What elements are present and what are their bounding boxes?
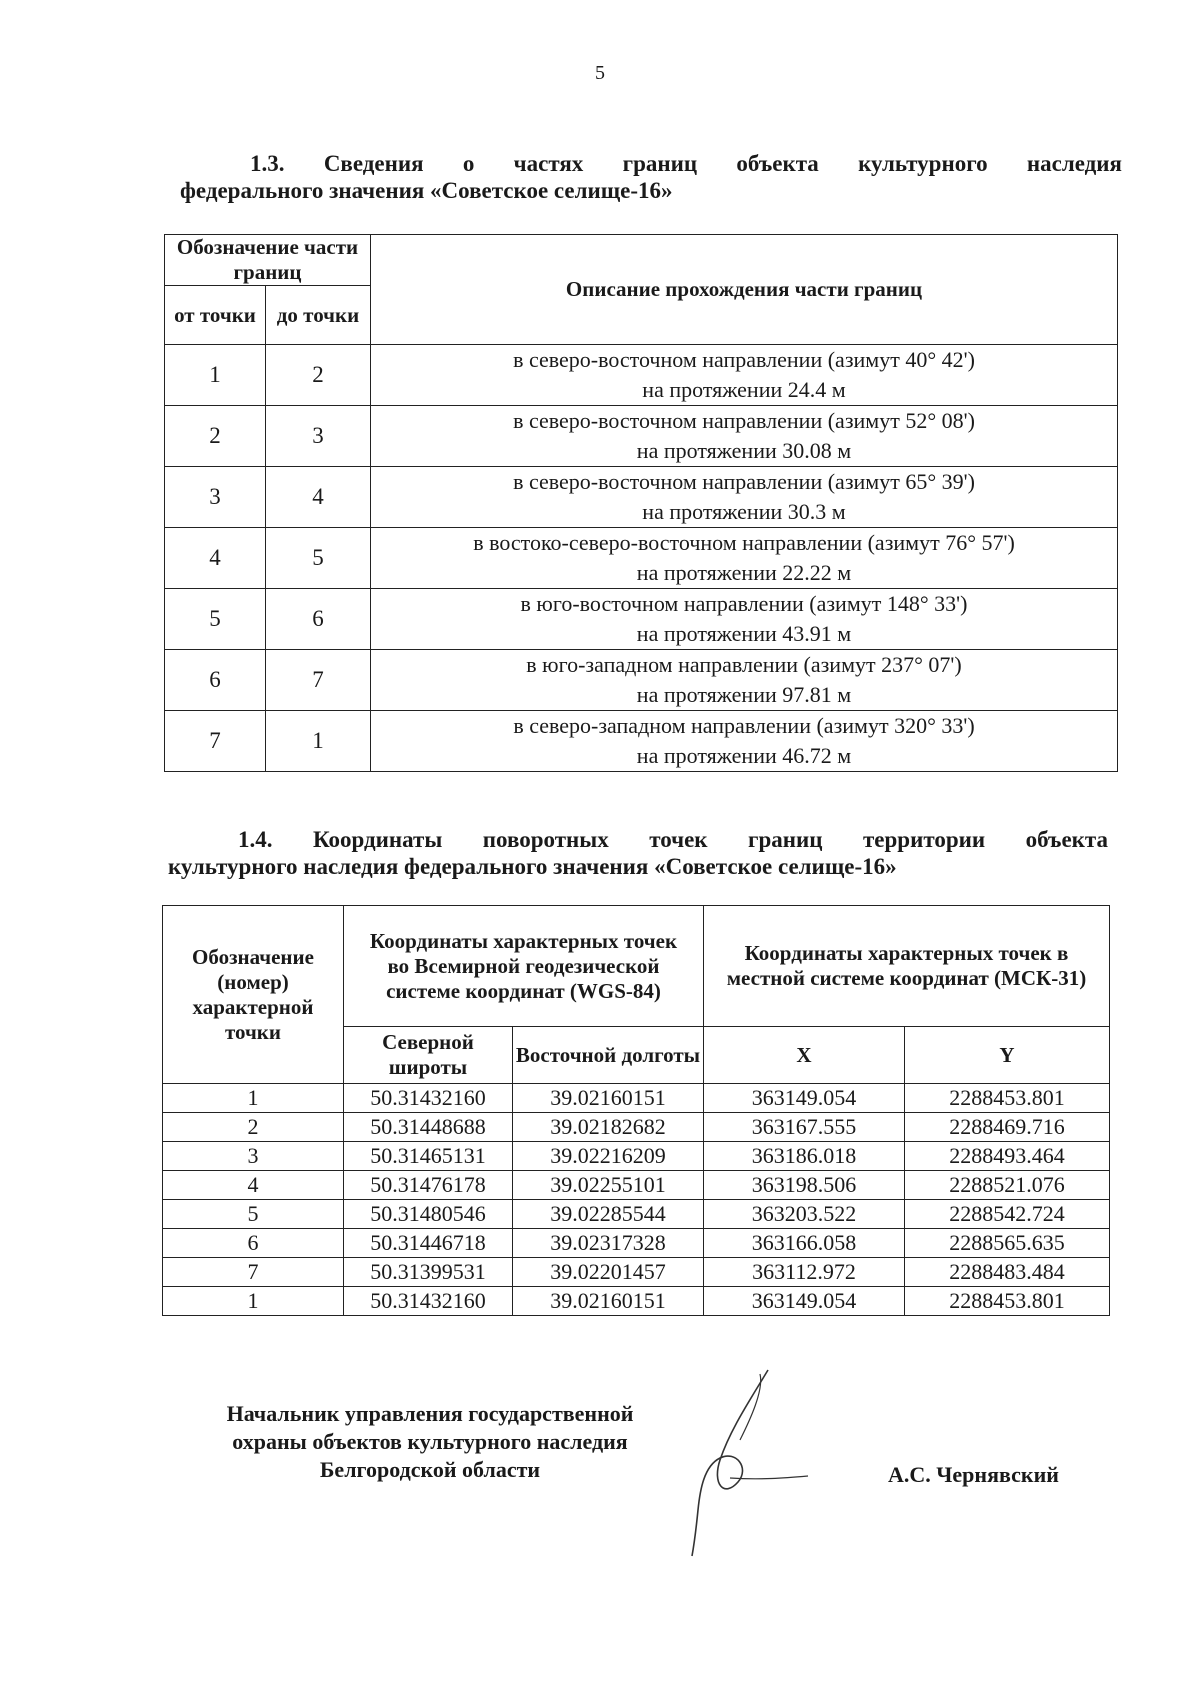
header-wgs: Координаты характерных точек во Всемирной геодезической системе координат (WGS-84): [344, 906, 704, 1027]
from-point: 4: [165, 528, 266, 589]
table-row: [165, 528, 1118, 589]
point-number: 6: [163, 1229, 344, 1258]
coord-y: 2288453.801: [905, 1084, 1110, 1113]
handwritten-signature: [690, 1360, 810, 1560]
table-row: [163, 1171, 1110, 1200]
header-description: Описание прохождения части границ: [371, 235, 1118, 345]
part-direction: в северо-восточном направлении (азимут 52° 08'): [513, 408, 975, 433]
latitude: 50.31399531: [344, 1258, 513, 1287]
latitude: 50.31448688: [344, 1113, 513, 1142]
table-row: [165, 711, 1118, 772]
coord-y: 2288469.716: [905, 1113, 1110, 1142]
to-point: 4: [266, 467, 371, 528]
to-point: 5: [266, 528, 371, 589]
from-point: 2: [165, 406, 266, 467]
table-row: [165, 589, 1118, 650]
table-row: [165, 650, 1118, 711]
table-row: [165, 406, 1118, 467]
to-point: 7: [266, 650, 371, 711]
header-x: X: [704, 1027, 905, 1084]
header-designation: Обозначение части границ: [165, 235, 371, 286]
table-row: [163, 1113, 1110, 1142]
part-description: [371, 345, 1118, 406]
part-description: [371, 467, 1118, 528]
header-lon: Восточной долготы: [513, 1027, 704, 1084]
coord-y: 2288521.076: [905, 1171, 1110, 1200]
header-lat: Северной широты: [344, 1027, 513, 1084]
coord-y: 2288542.724: [905, 1200, 1110, 1229]
latitude: 50.31432160: [344, 1287, 513, 1316]
part-description: [371, 650, 1118, 711]
part-description: [371, 406, 1118, 467]
part-length: на протяжении 30.08 м: [636, 438, 852, 463]
point-number: 7: [163, 1258, 344, 1287]
from-point: 6: [165, 650, 266, 711]
table-row: [165, 345, 1118, 406]
to-point: 1: [266, 711, 371, 772]
part-length: на протяжении 24.4 м: [642, 377, 846, 402]
table-row: [163, 1084, 1110, 1113]
from-point: 1: [165, 345, 266, 406]
boundary-parts-table: [164, 234, 1118, 772]
point-number: 3: [163, 1142, 344, 1171]
coord-y: 2288483.484: [905, 1258, 1110, 1287]
coord-x: 363149.054: [704, 1287, 905, 1316]
part-length: на протяжении 22.22 м: [636, 560, 852, 585]
latitude: 50.31465131: [344, 1142, 513, 1171]
to-point: 2: [266, 345, 371, 406]
point-number: 2: [163, 1113, 344, 1142]
section-14-title-line1: 1.4. Координаты поворотных точек границ территории объекта: [238, 827, 1108, 852]
longitude: 39.02216209: [513, 1142, 704, 1171]
part-direction: в востоко-северо-восточном направлении (азимут 76° 57'): [473, 530, 1015, 555]
latitude: 50.31446718: [344, 1229, 513, 1258]
longitude: 39.02255101: [513, 1171, 704, 1200]
coord-x: 363198.506: [704, 1171, 905, 1200]
latitude: 50.31480546: [344, 1200, 513, 1229]
coord-x: 363203.522: [704, 1200, 905, 1229]
table-row: [163, 1287, 1110, 1316]
table-row: [163, 1229, 1110, 1258]
from-point: 5: [165, 589, 266, 650]
part-direction: в северо-восточном направлении (азимут 40° 42'): [513, 347, 975, 372]
part-length: на протяжении 97.81 м: [636, 682, 852, 707]
part-direction: в северо-восточном направлении (азимут 65° 39'): [513, 469, 975, 494]
page-number: 5: [595, 62, 605, 84]
header-y: Y: [905, 1027, 1110, 1084]
part-direction: в северо-западном направлении (азимут 320° 33'): [513, 713, 975, 738]
longitude: 39.02160151: [513, 1084, 704, 1113]
coord-x: 363149.054: [704, 1084, 905, 1113]
coord-x: 363166.058: [704, 1229, 905, 1258]
section-14-title: [168, 826, 1108, 880]
latitude: 50.31432160: [344, 1084, 513, 1113]
header-point-designation: Обозначение (номер) характерной точки: [163, 906, 344, 1084]
part-description: [371, 528, 1118, 589]
signer-name: А.С. Чернявский: [888, 1462, 1059, 1487]
header-local: Координаты характерных точек в местной системе координат (МСК-31): [704, 906, 1110, 1027]
signer-position: [180, 1400, 680, 1484]
signer-position-line2: охраны объектов культурного наследия: [232, 1429, 628, 1454]
signer-position-line3: Белгородской области: [319, 1457, 541, 1482]
part-length: на протяжении 43.91 м: [636, 621, 852, 646]
coord-x: 363186.018: [704, 1142, 905, 1171]
section-13-title-line1: 1.3. Сведения о частях границ объекта культурного наследия: [250, 151, 1122, 176]
point-number: 5: [163, 1200, 344, 1229]
longitude: 39.02317328: [513, 1229, 704, 1258]
part-direction: в юго-западном направлении (азимут 237° 07'): [526, 652, 962, 677]
to-point: 3: [266, 406, 371, 467]
part-description: [371, 589, 1118, 650]
part-length: на протяжении 30.3 м: [642, 499, 846, 524]
point-number: 4: [163, 1171, 344, 1200]
coord-y: 2288453.801: [905, 1287, 1110, 1316]
table-row: [163, 1258, 1110, 1287]
header-to: до точки: [266, 286, 371, 345]
longitude: 39.02182682: [513, 1113, 704, 1142]
part-length: на протяжении 46.72 м: [636, 743, 852, 768]
from-point: 3: [165, 467, 266, 528]
section-13-title-line2: федерального значения «Советское селище-16»: [180, 178, 673, 203]
point-number: 1: [163, 1287, 344, 1316]
longitude: 39.02285544: [513, 1200, 704, 1229]
table-row: [163, 1200, 1110, 1229]
part-direction: в юго-восточном направлении (азимут 148° 33'): [520, 591, 968, 616]
latitude: 50.31476178: [344, 1171, 513, 1200]
coordinates-table: [162, 905, 1110, 1316]
coord-x: 363112.972: [704, 1258, 905, 1287]
header-from: от точки: [165, 286, 266, 345]
table-row: [165, 467, 1118, 528]
point-number: 1: [163, 1084, 344, 1113]
table-row: [163, 1142, 1110, 1171]
part-description: [371, 711, 1118, 772]
from-point: 7: [165, 711, 266, 772]
to-point: 6: [266, 589, 371, 650]
longitude: 39.02160151: [513, 1287, 704, 1316]
coord-y: 2288565.635: [905, 1229, 1110, 1258]
longitude: 39.02201457: [513, 1258, 704, 1287]
coord-y: 2288493.464: [905, 1142, 1110, 1171]
coord-x: 363167.555: [704, 1113, 905, 1142]
signer-position-line1: Начальник управления государственной: [226, 1401, 634, 1426]
section-13-title: [180, 150, 1122, 204]
section-14-title-line2: культурного наследия федерального значения «Советское селище-16»: [168, 854, 897, 879]
